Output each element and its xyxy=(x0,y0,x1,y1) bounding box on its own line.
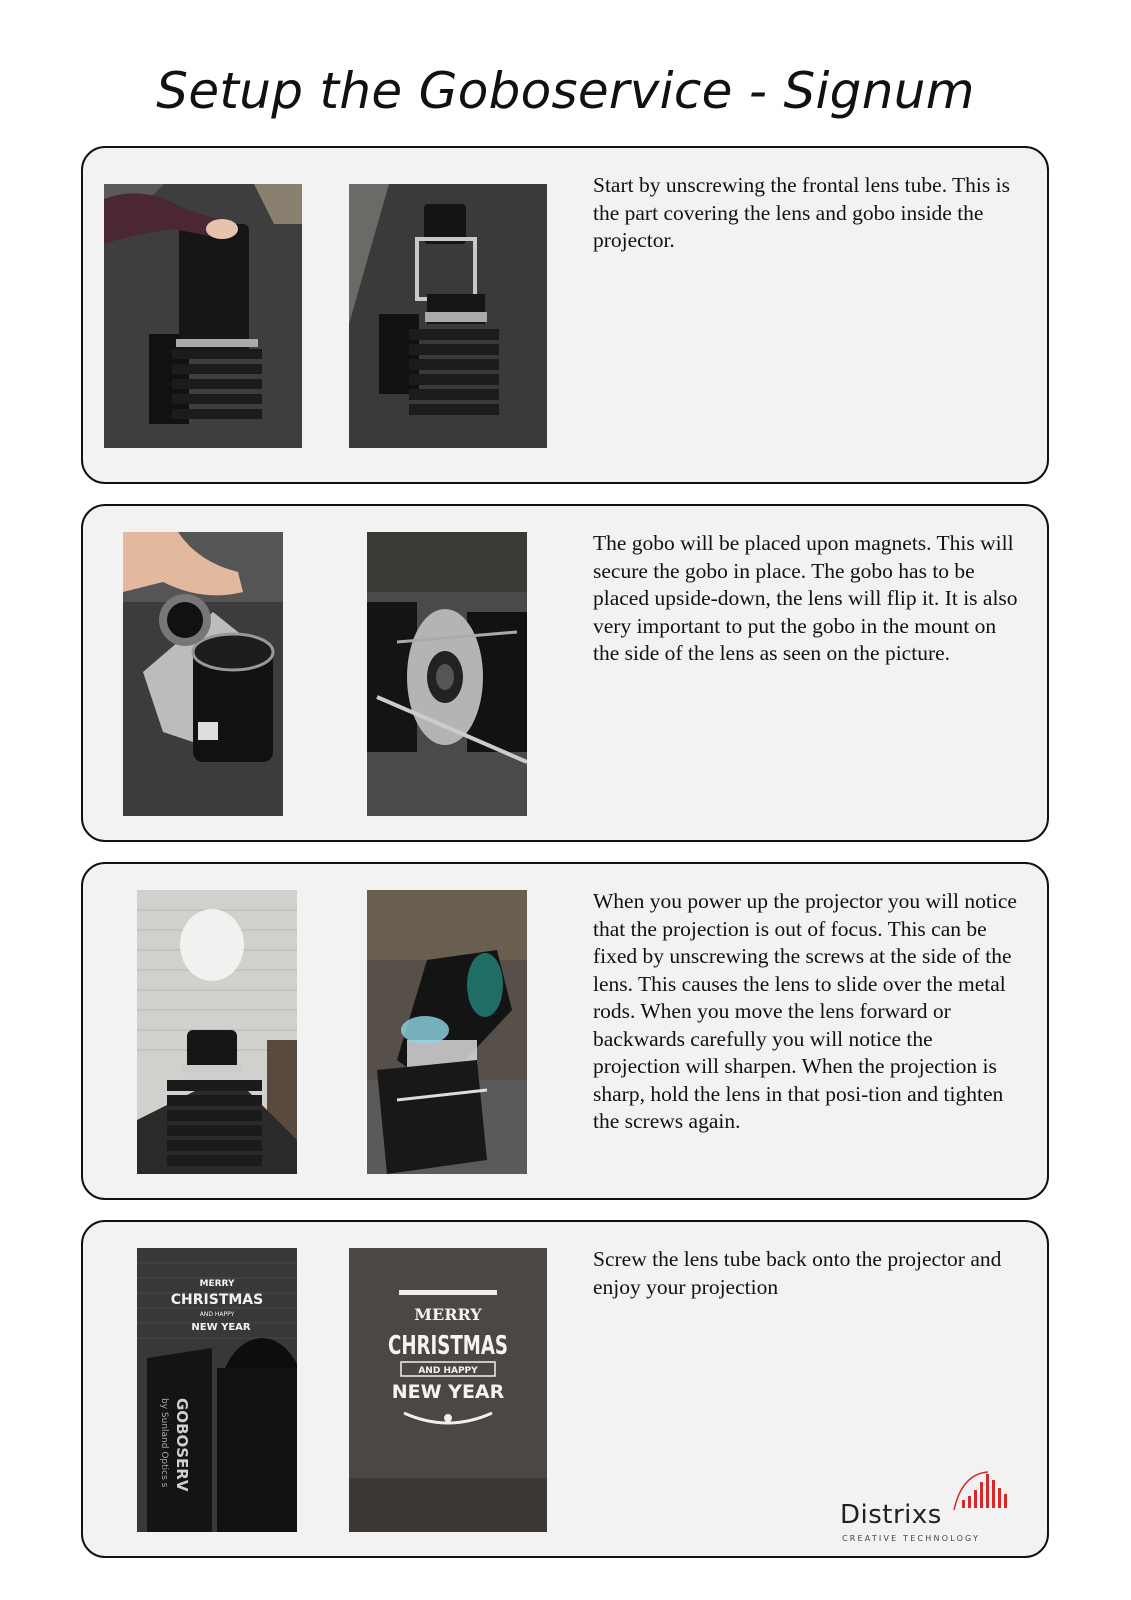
step-3-instructions: When you power up the projector you will notice that the projection is out of focus. This can be fixed by unscrewing the screws at the side of the lens. This causes the lens to slide over the metal rods. When you move the lens forward or backwards carefully you will notice the projection will sharpen. When the projection is sharp, hold the lens in that posi-tion and tighten the screws again. xyxy=(593,889,1017,1133)
mini-and-happy-text: AND HAPPY xyxy=(199,1311,235,1318)
brand-sub-text: by Sunland Optics s xyxy=(159,1398,169,1488)
projection-closeup-photo xyxy=(349,1248,547,1532)
step-1-instructions: Start by unscrewing the frontal lens tube. This is the part covering the lens and gobo inside the projector. xyxy=(593,173,1010,252)
merry-text: MERRY xyxy=(414,1305,482,1324)
mini-christmas-text: CHRISTMAS xyxy=(170,1292,264,1308)
page-title: Setup the Goboservice - Signum xyxy=(156,62,975,120)
and-happy-text: AND HAPPY xyxy=(418,1366,478,1376)
logo-tagline: CREATIVE TECHNOLOGY xyxy=(842,1534,981,1543)
lens-adjustment-photo xyxy=(367,890,527,1174)
step-2-panel xyxy=(81,504,1049,842)
distrixs-logo xyxy=(840,1470,1020,1550)
step-2-instructions: The gobo will be placed upon magnets. This will secure the gobo in place. The gobo has to be placed upside-down, the lens will flip it. It is also very important to put the gobo in the mount on the side of the lens as seen on the picture. xyxy=(593,531,1018,665)
new-year-text: NEW YEAR xyxy=(391,1381,505,1403)
blurry-projection-photo xyxy=(137,890,297,1174)
christmas-text: CHRISTMAS xyxy=(388,1331,508,1361)
mini-merry-text: MERRY xyxy=(199,1279,235,1289)
final-projection-photo xyxy=(137,1248,297,1532)
brand-vertical-text: GOBOSERV xyxy=(173,1398,191,1492)
sound-wave-logo-icon xyxy=(948,1470,1016,1514)
projector-without-lens-tube-photo xyxy=(349,184,547,448)
projector-with-lens-tube-photo xyxy=(104,184,302,448)
gobo-mounted-photo xyxy=(367,532,527,816)
placing-gobo-photo xyxy=(123,532,283,816)
mini-new-year-text: NEW YEAR xyxy=(191,1322,251,1333)
step-4-instructions: Screw the lens tube back onto the projector and enjoy your projection xyxy=(593,1247,1002,1299)
logo-name: Distrixs xyxy=(840,1500,942,1530)
step-3-panel xyxy=(81,862,1049,1200)
step-1-panel xyxy=(81,146,1049,484)
